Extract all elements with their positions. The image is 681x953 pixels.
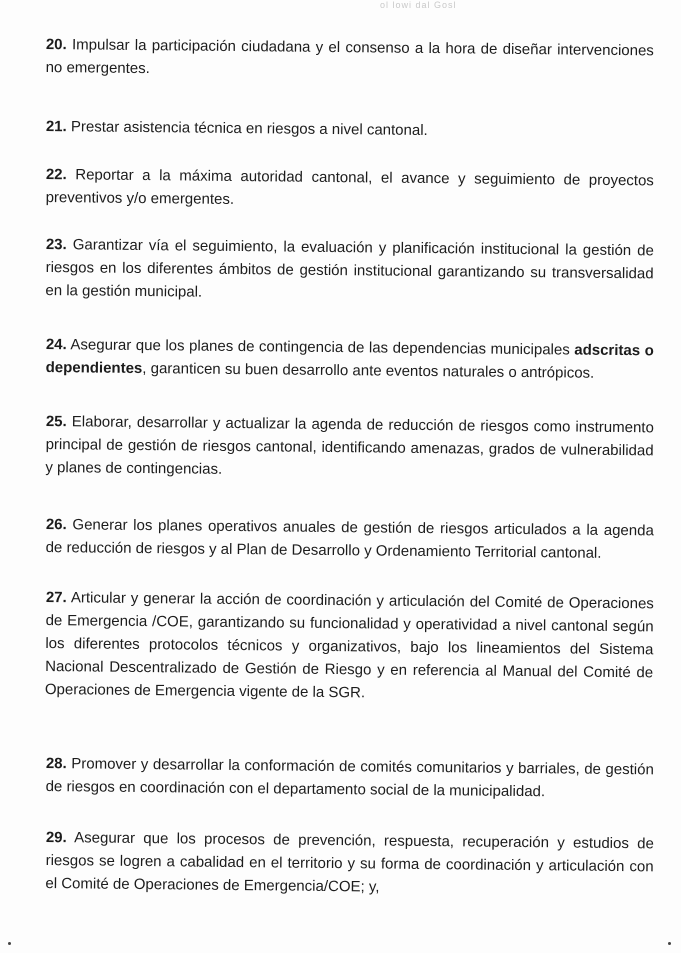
item-number: 27. [45,588,67,607]
item-text: Impulsar la participación ciudadana y el consenso a la hora de diseñar intervenciones no emergentes. [45,36,654,78]
item-number: 24. [45,335,67,354]
item-number: 26. [45,515,67,534]
item-number: 25. [45,412,67,431]
item-text: Promover y desarrollar la conformación de comités comunitarios y barriales, de gestión de riesgos en coordinación con el departamento social de la municipalidad. [45,755,654,801]
item-text: Articular y generar la acción de coordinación y articulación del Comité de Operaciones de Emergencia /COE, garantizando su funcionalidad y operatividad a nivel cantonal según los diferentes protocolos técnicos y organizativos, bajo los lineamientos del Sistema Nacional Descentralizado de Gestión de Riesgo y en referencia al Manual del Comité de Operaciones de Emergencia vigente de la SGR. [44,589,654,702]
list-item-27 [45,586,654,707]
list-item-28 [46,752,654,804]
item-number: 29. [45,828,67,847]
item-text: Prestar asistencia técnica en riesgos a nivel cantonal. [70,118,428,139]
item-text: Elaborar, desarrollar y actualizar la agenda de reducción de riesgos como instrumento principal de gestión de riesgos cantonal, identificando amenazas, grados de vulnerabilidad y planes de contingencias. [45,413,654,478]
list-item-26 [46,513,654,565]
item-number: 28. [45,754,67,773]
item-text: Garantizar vía el seguimiento, la evaluación y planificación institucional la gestión de riesgos en los diferentes ámbitos de gestión institucional garantizando su transversalidad en la gestión municipal. [45,236,654,301]
list-item-22 [46,163,654,215]
item-text: Asegurar que los procesos de prevención, respuesta, recuperación y estudios de riesgos se logren a cabalidad en el territorio y su forma de coordinación y articulación con el Comité de Operaciones de Emergencia/COE; y, [45,829,654,896]
item-text-before: Asegurar que los planes de contingencia de las dependencias municipales [70,336,570,359]
list-item-25 [45,410,654,485]
item-text: Reportar a la máxima autoridad cantonal, el avance y seguimiento de proyectos preventivos y/o emergentes. [45,166,654,208]
item-text-after: , garanticen su buen desarrollo ante eventos naturales o antrópicos. [142,360,595,382]
item-text-bold: adscritas o dependientes [45,341,654,378]
item-number: 21. [45,117,67,136]
item-number: 23. [45,235,67,254]
item-number: 20. [45,35,67,54]
scan-speck [8,942,11,945]
header-faint-text: ol lowi dal Gosl [380,0,457,10]
list-item-20 [46,33,654,85]
list-item-21 [46,115,654,144]
list-item-29 [45,826,654,901]
list-item-24 [46,333,654,385]
scan-speck [668,942,671,945]
list-item-23 [45,233,654,308]
item-text: Generar los planes operativos anuales de gestión de riesgos articulados a la agenda de reducción de riesgos y al Plan de Desarrollo y Ordenamiento Territorial cantonal. [45,516,654,562]
item-number: 22. [45,165,67,184]
